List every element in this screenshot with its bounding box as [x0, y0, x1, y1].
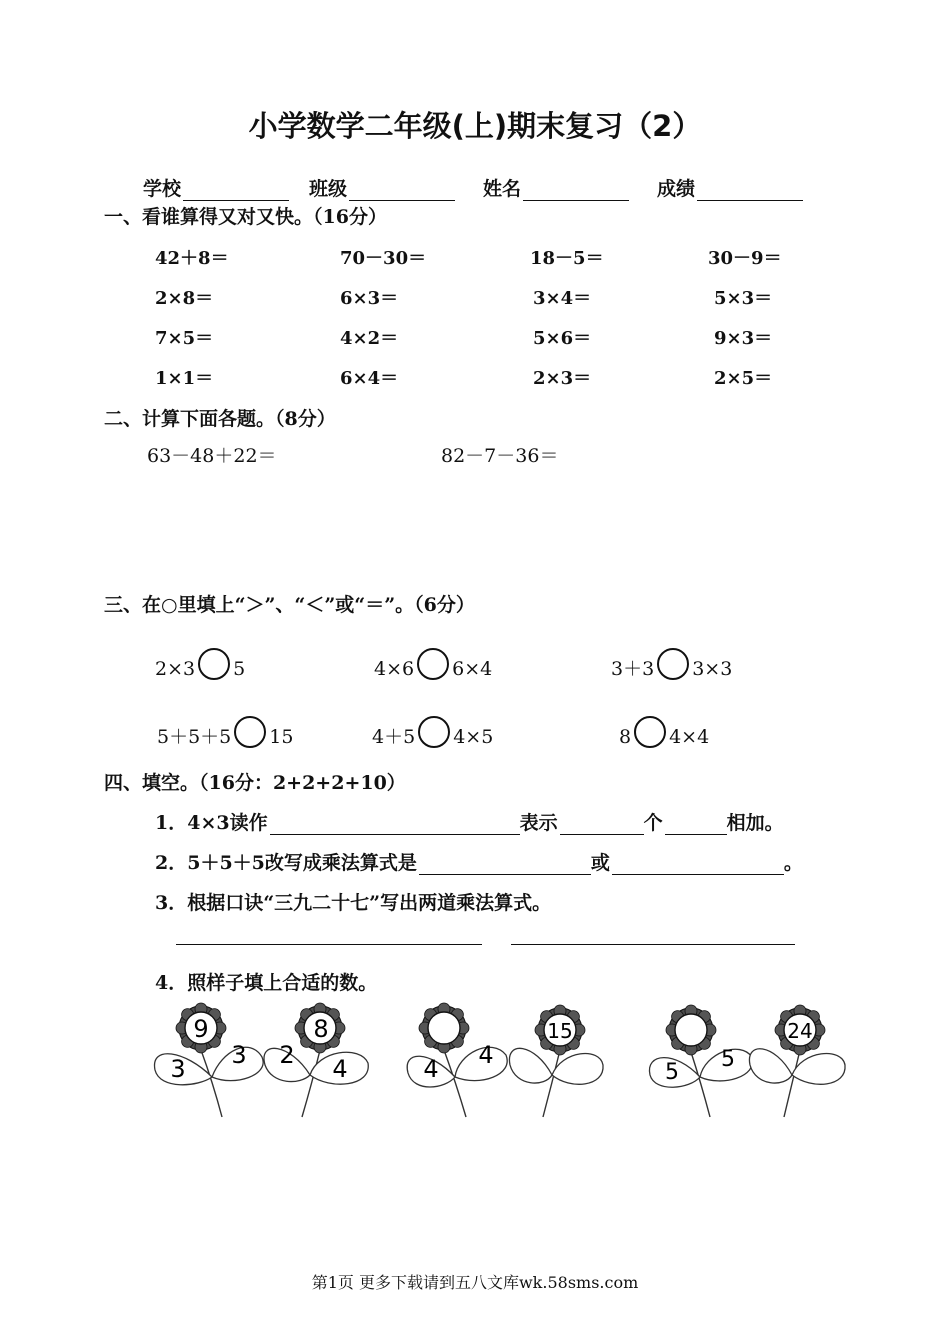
compare-left: 5＋5＋5 [157, 726, 232, 748]
compare-right: 6×4 [452, 658, 493, 680]
info-score-label: 成绩 [657, 178, 696, 200]
calc-item: 6×4＝ [340, 368, 399, 389]
leaf-number: 4 [423, 1055, 439, 1083]
leaf-number: 3 [170, 1055, 186, 1083]
answer-blank[interactable] [665, 814, 727, 835]
answer-blank[interactable] [560, 814, 644, 835]
compare-left: 3＋3 [611, 658, 655, 680]
question-text: 表示 [519, 812, 558, 834]
fill-question-2 [155, 848, 803, 875]
compare-circle[interactable] [418, 716, 450, 748]
section2-heading: 二、计算下面各题。（8分） [104, 408, 336, 430]
calc-item: 2×3＝ [533, 368, 592, 389]
mixed-calc-2: 82－7－36＝ [441, 445, 559, 467]
answer-blank[interactable] [612, 854, 784, 875]
compare-left: 4×6 [374, 658, 415, 680]
compare-item [155, 648, 245, 680]
flower [749, 1005, 845, 1117]
calc-item: 2×8＝ [155, 288, 214, 309]
calc-item: 30－9＝ [708, 248, 782, 269]
flower-head-number: 8 [313, 1015, 329, 1043]
score-blank[interactable] [697, 180, 803, 201]
page-footer: 第1页 更多下载请到五八文库wk.58sms.com [311, 1273, 639, 1292]
answer-blank[interactable] [419, 854, 591, 875]
compare-right: 4×5 [453, 726, 494, 748]
answer-line[interactable] [511, 944, 795, 945]
calc-item: 9×3＝ [714, 328, 773, 349]
question-text: 根据口诀“三九二十七”写出两道乘法算式。 [187, 892, 552, 914]
question-text: 或 [590, 852, 610, 874]
calc-item: 5×6＝ [533, 328, 592, 349]
section1-heading: 一、看谁算得又对又快。（16分） [104, 206, 387, 228]
page-title: 小学数学二年级(上)期末复习（2） [248, 109, 702, 143]
info-score [657, 174, 803, 201]
question-text: 相加。 [726, 812, 784, 834]
question-number: 2． [155, 852, 188, 874]
calc-item: 6×3＝ [340, 288, 399, 309]
compare-left: 2×3 [155, 658, 196, 680]
flower-head-number: 15 [547, 1019, 573, 1043]
flower-diagram [0, 995, 950, 1130]
calc-item: 1×1＝ [155, 368, 214, 389]
info-class-label: 班级 [309, 178, 348, 200]
calc-item: 5×3＝ [714, 288, 773, 309]
compare-circle[interactable] [198, 648, 230, 680]
compare-item [157, 716, 293, 749]
info-school [143, 174, 289, 201]
leaf-number: 5 [721, 1047, 735, 1072]
question-text: 照样子填上合适的数。 [187, 972, 378, 994]
school-blank[interactable] [183, 180, 289, 201]
compare-right: 5 [233, 658, 246, 680]
question-number: 4． [155, 972, 188, 994]
flower [649, 1005, 752, 1117]
fill-question-3 [155, 888, 551, 915]
compare-right: 4×4 [669, 726, 710, 748]
flower-head-number: 9 [193, 1015, 209, 1043]
question-text: 4×3读作 [187, 812, 268, 834]
compare-item [611, 648, 732, 681]
calc-item: 18－5＝ [530, 248, 604, 269]
calc-item: 2×5＝ [714, 368, 773, 389]
compare-right: 15 [269, 726, 294, 748]
compare-item [372, 716, 493, 749]
leaf-number: 4 [332, 1055, 348, 1083]
section3-heading: 三、在○里填上“＞”、“＜”或“＝”。（6分） [104, 594, 475, 616]
info-class [309, 174, 455, 201]
class-blank[interactable] [349, 180, 455, 201]
compare-left: 4＋5 [372, 726, 416, 748]
question-number: 1． [155, 812, 188, 834]
info-name [483, 174, 629, 201]
leaf-number: 4 [478, 1041, 494, 1069]
compare-circle[interactable] [657, 648, 689, 680]
question-text: 5＋5＋5改写成乘法算式是 [187, 852, 417, 874]
compare-circle[interactable] [417, 648, 449, 680]
fill-question-4 [155, 968, 377, 995]
compare-circle[interactable] [234, 716, 266, 748]
leaf-number: 3 [231, 1041, 247, 1069]
flower [407, 1003, 507, 1117]
compare-left: 8 [619, 726, 632, 748]
flower [155, 1003, 264, 1117]
question-number: 3． [155, 892, 188, 914]
answer-line[interactable] [176, 944, 482, 945]
calc-item: 70－30＝ [340, 248, 427, 269]
compare-right: 3×3 [692, 658, 733, 680]
leaf-number: 2 [279, 1041, 295, 1069]
info-school-label: 学校 [143, 178, 182, 200]
compare-item [619, 716, 709, 748]
flower-head-number: 24 [787, 1019, 813, 1043]
info-name-label: 姓名 [483, 178, 522, 200]
question-text: 。 [783, 852, 803, 874]
mixed-calc-1: 63－48＋22＝ [147, 445, 277, 467]
section4-heading: 四、填空。（16分：2+2+2+10） [104, 772, 406, 794]
compare-item [374, 648, 492, 680]
answer-blank[interactable] [270, 814, 520, 835]
calc-item: 3×4＝ [533, 288, 592, 309]
leaf-number: 5 [665, 1060, 679, 1085]
question-text: 个 [643, 812, 663, 834]
calc-item: 42＋8＝ [155, 248, 229, 269]
name-blank[interactable] [523, 180, 629, 201]
calc-item: 7×5＝ [155, 328, 214, 349]
flower [264, 1003, 368, 1117]
flower [509, 1005, 603, 1117]
fill-question-1 [155, 808, 784, 835]
compare-circle[interactable] [634, 716, 666, 748]
calc-item: 4×2＝ [340, 328, 399, 349]
